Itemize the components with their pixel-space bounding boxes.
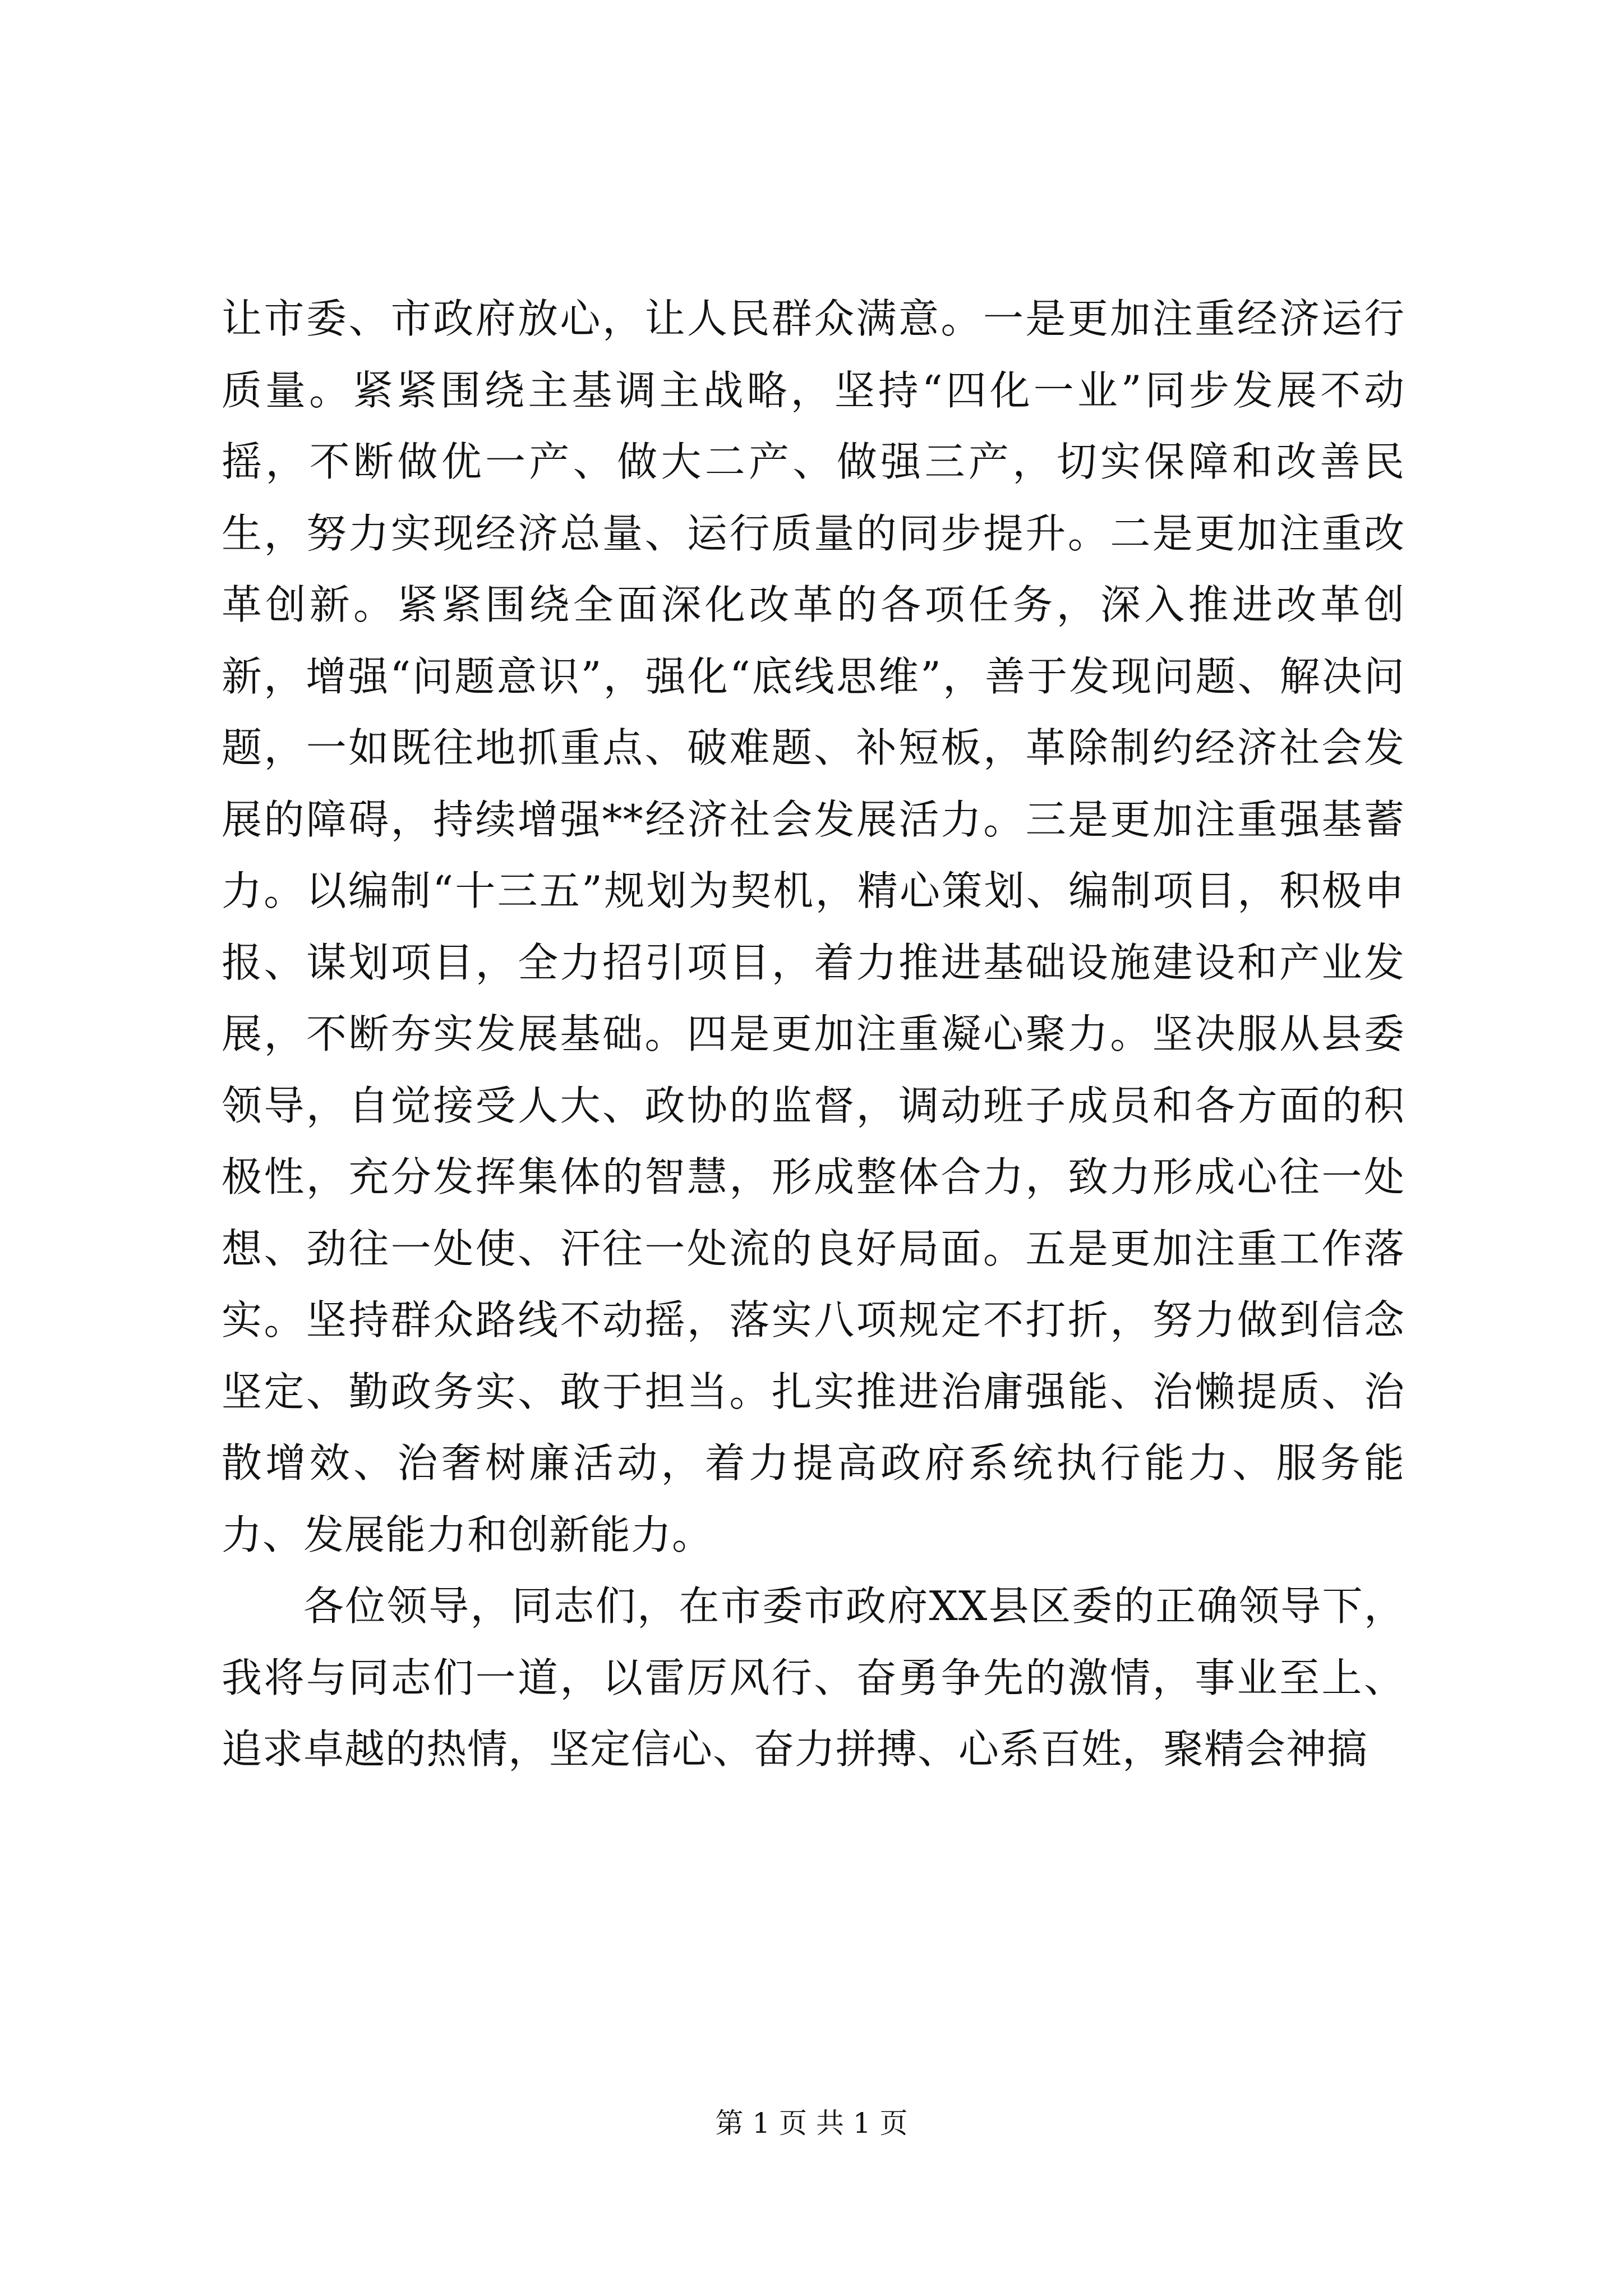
document-body <box>222 283 1405 1786</box>
page-footer: 第 1 页 共 1 页 <box>715 2107 908 2139</box>
paragraph-1: 让市委、市政府放心，让人民群众满意。一是更加注重经济运行质量。紧紧围绕主基调主战略，坚持“四化一业”同步发展不动摇，不断做优一产、做大二产、做强三产，切实保障和改善民生，努力实现经济总量、运行质量的同步提升。二是更加注重改革创新。紧紧围绕全面深化改革的各项任务，深入推进改革创新，增强“问题意识”，强化“底线思维”，善于发现问题、解决问题，一如既往地抓重点、破难题、补短板，革除制约经济社会发展的障碍，持续增强**经济社会发展活力。三是更加注重强基蓄力。以编制“十三五”规划为契机，精心策划、编制项目，积极申报、谋划项目，全力招引项目，着力推进基础设施建设和产业发展，不断夯实发展基础。四是更加注重凝心聚力。坚决服从县委领导，自觉接受人大、政协的监督，调动班子成员和各方面的积极性，充分发挥集体的智慧，形成整体合力，致力形成心往一处想、劲往一处使、汗往一处流的良好局面。五是更加注重工作落实。坚持群众路线不动摇，落实八项规定不打折，努力做到信念坚定、勤政务实、敢于担当。扎实推进治庸强能、治懒提质、治散增效、治奢树廉活动，着力提高政府系统执行能力、服务能力、发展能力和创新能力。 <box>222 295 1405 1558</box>
paragraph-2: 各位领导，同志们，在市委市政府XX县区委的正确领导下，我将与同志们一道，以雷厉风行、奋勇争先的激情，事业至上、追求卓越的热情，坚定信心、奋力拼搏、心系百姓，聚精会神搞 <box>222 1582 1405 1773</box>
